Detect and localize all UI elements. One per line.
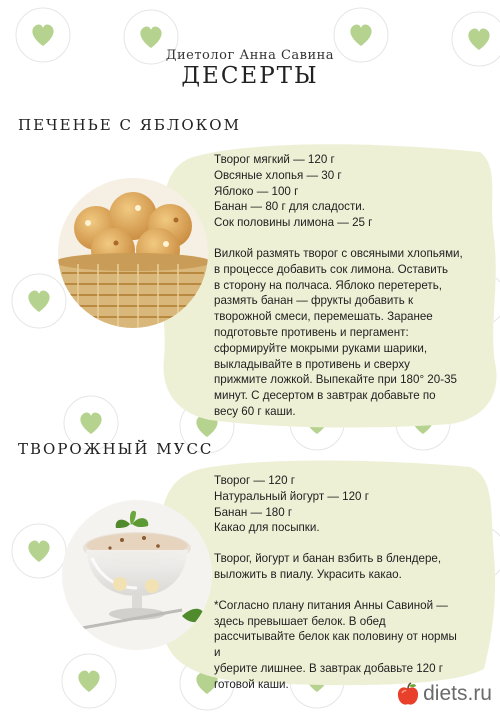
apple-icon [395, 681, 421, 707]
watermark-heart-icon [58, 650, 120, 712]
instruction-line: выкладывайте в противень и сверху [214, 357, 410, 371]
page-title: ДЕСЕРТЫ [181, 63, 319, 89]
mousse-bowl-photo [62, 500, 212, 650]
ingredient-line: Банан — 80 г для сладости. [214, 200, 365, 214]
ingredient-line: Творог — 120 г [214, 474, 296, 487]
ingredient-line: Творог мягкий — 120 г [214, 153, 335, 166]
ingredient-line: Овсяные хлопья — 30 г [214, 168, 342, 182]
ingredient-line: Сок половины лимона — 25 г [214, 216, 373, 230]
diets-logo[interactable] [395, 681, 492, 707]
recipe-1-instructions [214, 246, 466, 420]
ingredient-line: Яблоко — 100 г [214, 184, 299, 198]
recipe-2-ingredients [214, 473, 466, 536]
instruction-line: в процессе добавить сок лимона. Оставить [214, 262, 449, 276]
instruction-line: в сторону на полчаса. Яблоко перетереть, [214, 278, 443, 292]
note-line: здесь превышает белок. В обед [214, 614, 386, 628]
note-line: готовой каши. [214, 677, 289, 691]
watermark [8, 520, 70, 582]
recipe-2-instructions [214, 551, 466, 583]
recipe-1-ingredients [214, 152, 466, 231]
instruction-line: выложить в пиалу. Украсить какао. [214, 567, 402, 581]
ingredient-line: Банан — 180 г [214, 505, 293, 519]
instruction-line: размять банан — фрукты добавить к [214, 294, 414, 308]
ingredient-line: Какао для посыпки. [214, 521, 320, 535]
instruction-line: минут. С десертом в завтрак добавьте по [214, 389, 436, 403]
recipe-2-title: ТВОРОЖНЫЙ МУСС [18, 440, 214, 458]
instruction-line: сформируйте мокрыми руками шарики, [214, 341, 428, 355]
instruction-line: подготовьте противень и пергамент: [214, 325, 409, 339]
note-line: рассчитывайте белок как половину от нормы и [214, 630, 457, 660]
ingredient-line: Натуральный йогурт — 120 г [214, 489, 369, 503]
note-line: уберите лишнее. В завтрак добавьте 120 г [214, 661, 444, 675]
recipe-2-note [214, 598, 466, 693]
instruction-line: весу 60 г каши. [214, 404, 296, 418]
instruction-line: Вилкой размять творог с овсяными хлопьями, [214, 246, 463, 260]
page-subtitle: Диетолог Анна Савина [165, 48, 335, 63]
recipe-1-text [214, 152, 466, 420]
instruction-line: творожной смеси, перемешать. Заранее [214, 310, 433, 324]
instruction-line: Творог, йогурт и банан взбить в блендере, [214, 552, 442, 566]
recipe-1-title: ПЕЧЕНЬЕ С ЯБЛОКОМ [18, 116, 241, 134]
watermark [58, 650, 120, 712]
logo-text: diets.ru [423, 682, 492, 705]
instruction-line: прижмите ложкой. Выпекайте при 180° 20-35 [214, 373, 457, 387]
watermark-heart-icon [8, 520, 70, 582]
recipe-2-text [214, 473, 466, 693]
note-line: *Согласно плану питания Анны Савиной — [214, 598, 448, 612]
cookies-basket-photo [58, 178, 208, 328]
